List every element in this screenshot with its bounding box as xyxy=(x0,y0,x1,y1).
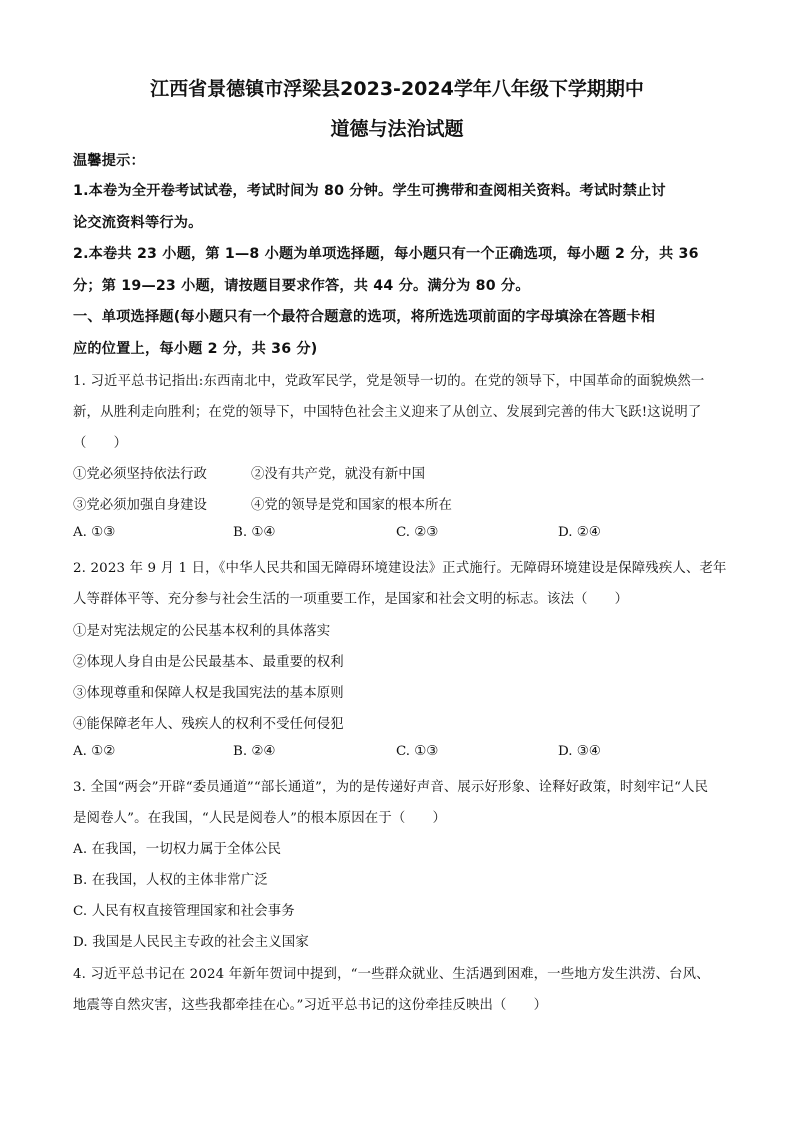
q3-option-d: D. 我国是人民民主专政的社会主义国家 xyxy=(73,935,309,950)
q1-stem-line-1: 1. 习近平总书记指出:东西南北中，党政军民学，党是领导一切的。在党的领导下，中国革命的面貌焕然一 xyxy=(73,374,705,389)
tips-line-3: 2.本卷共 23 小题，第 1—8 小题为单项选择题，每小题只有一个正确选项，每小题 2 分，共 36 xyxy=(73,246,699,262)
section-heading-line-1: 一、单项选择题(每小题只有一个最符合题意的选项，将所选选项前面的字母填涂在答题卡相 xyxy=(73,309,656,325)
q1-statement-4: ④党的领导是党和国家的根本所在 xyxy=(251,498,452,513)
q1-option-a: A. ①③ xyxy=(73,525,116,540)
q4-stem-line-1: 4. 习近平总书记在 2024 年新年贺词中提到，“一些群众就业、生活遇到困难，一些地方发生洪涝、台风、 xyxy=(73,967,710,982)
q3-stem-line-2: 是阅卷人”。在我国，“人民是阅卷人”的根本原因在于（ ） xyxy=(73,811,447,826)
q1-option-c: C. ②③ xyxy=(396,525,439,540)
q3-option-c: C. 人民有权直接管理国家和社会事务 xyxy=(73,904,295,919)
q3-option-a: A. 在我国，一切权力属于全体公民 xyxy=(73,842,282,857)
q1-statement-3: ③党必须加强自身建设 xyxy=(73,498,207,513)
q2-stem-line-1: 2. 2023 年 9 月 1 日，《中华人民共和国无障碍环境建设法》正式施行。无障碍环境建设是保障残疾人、老年 xyxy=(73,561,727,576)
q2-option-d: D. ③④ xyxy=(558,744,601,759)
q2-statement-4: ④能保障老年人、残疾人的权利不受任何侵犯 xyxy=(73,717,344,732)
q1-stem-line-2: 新，从胜利走向胜利；在党的领导下，中国特色社会主义迎来了从创立、发展到完善的伟大飞跃!这说明了 xyxy=(73,405,702,420)
q1-option-d: D. ②④ xyxy=(558,525,601,540)
tips-line-1: 1.本卷为全开卷考试试卷，考试时间为 80 分钟。学生可携带和查阅相关资料。考试时禁止讨 xyxy=(73,183,666,199)
tips-line-4: 分；第 19—23 小题，请按题目要求作答，共 44 分。满分为 80 分。 xyxy=(73,278,530,294)
exam-title-line1: 江西省景德镇市浮梁县2023-2024学年八年级下学期期中 xyxy=(150,78,644,100)
q1-stem-line-3: （ ） xyxy=(73,436,128,451)
q2-statement-1: ①是对宪法规定的公民基本权利的具体落实 xyxy=(73,624,331,639)
q2-stem-line-2: 人等群体平等、充分参与社会生活的一项重要工作，是国家和社会文明的标志。该法（ ） xyxy=(73,592,629,607)
q3-stem-line-1: 3. 全国“两会”开辟“委员通道”“部长通道”，为的是传递好声音、展示好形象、诠释好政策，时刻牢记“人民 xyxy=(73,780,709,795)
section-heading-line-2: 应的位置上，每小题 2 分，共 36 分) xyxy=(73,341,318,357)
q3-option-b: B. 在我国，人权的主体非常广泛 xyxy=(73,873,268,888)
q2-statement-2: ②体现人身自由是公民最基本、最重要的权利 xyxy=(73,655,344,670)
q4-stem-line-2: 地震等自然灾害，这些我都牵挂在心。”习近平总书记的这份牵挂反映出（ ） xyxy=(73,998,548,1013)
q2-option-b: B. ②④ xyxy=(233,744,276,759)
q1-statement-1: ①党必须坚持依法行政 xyxy=(73,467,207,482)
exam-title-line2: 道德与法治试题 xyxy=(330,118,464,140)
tips-line-2: 论交流资料等行为。 xyxy=(73,215,203,231)
q2-option-a: A. ①② xyxy=(73,744,116,759)
q2-statement-3: ③体现尊重和保障人权是我国宪法的基本原则 xyxy=(73,686,344,701)
q1-option-b: B. ①④ xyxy=(233,525,276,540)
q1-statement-2: ②没有共产党，就没有新中国 xyxy=(251,467,426,482)
q2-option-c: C. ①③ xyxy=(396,744,439,759)
tips-heading: 温馨提示： xyxy=(73,153,145,169)
